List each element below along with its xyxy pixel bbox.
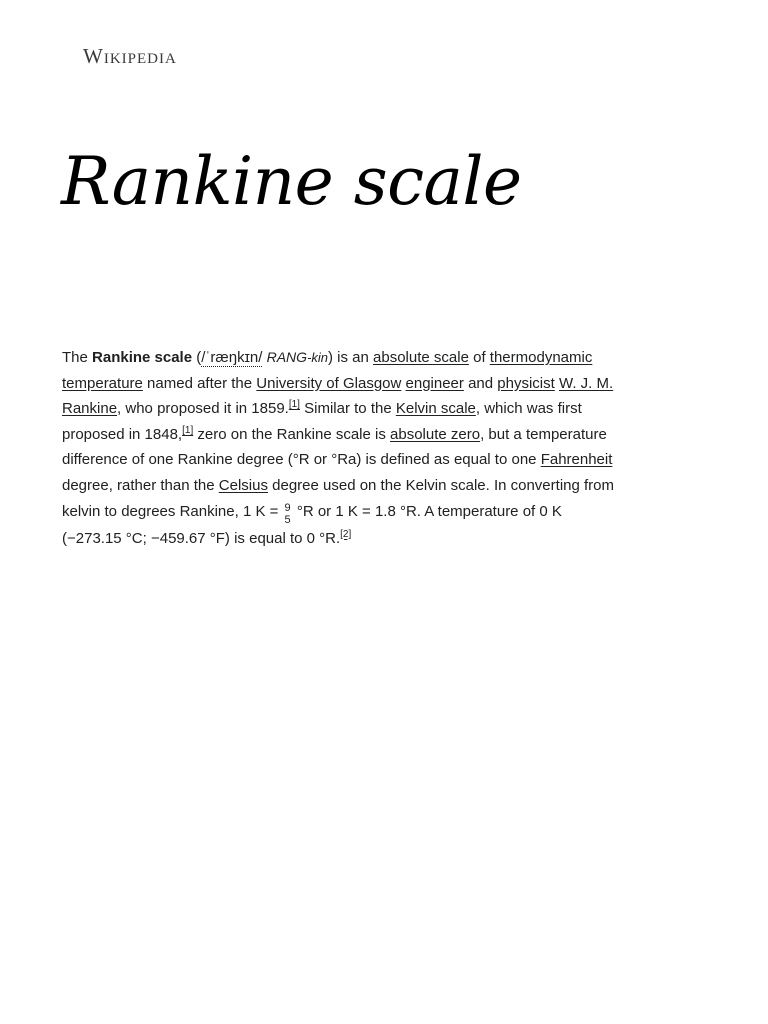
link-engineer[interactable]: engineer bbox=[405, 374, 464, 392]
link-celsius[interactable]: Celsius bbox=[218, 476, 268, 494]
intro-text: of bbox=[468, 349, 490, 366]
intro-text: The bbox=[62, 349, 93, 366]
intro-paragraph bbox=[62, 345, 622, 551]
fraction-denominator: 5 bbox=[284, 513, 291, 526]
reference-1-second-link[interactable]: [1] bbox=[182, 424, 194, 436]
intro-text: °R or 1 K = 1.8 °R. A temperature of 0 K (−273.15 °C; −459.67 °F) is equal to 0 °R. bbox=[62, 502, 562, 547]
intro-text: named after the bbox=[142, 374, 257, 392]
respelling[interactable] bbox=[267, 350, 328, 365]
reference-1-second[interactable] bbox=[182, 425, 193, 436]
link-kelvin-scale[interactable]: Kelvin scale bbox=[395, 400, 476, 418]
term-bold: Rankine scale bbox=[92, 349, 193, 366]
respelling-stress: RANG bbox=[266, 349, 308, 365]
respelling-rest: -kin bbox=[307, 350, 329, 365]
intro-text: Similar to the bbox=[299, 400, 396, 418]
intro-text: , which was first proposed in 1848, bbox=[62, 400, 582, 443]
link-physicist[interactable]: physicist bbox=[497, 374, 555, 392]
fraction-numerator: 9 bbox=[284, 501, 291, 514]
reference-2[interactable] bbox=[340, 529, 351, 540]
link-absolute-scale[interactable]: absolute scale bbox=[373, 349, 469, 366]
link-university-of-glasgow[interactable]: University of Glasgow bbox=[256, 374, 402, 392]
ipa-pronunciation-link[interactable]: /ˈræŋkɪn/ bbox=[201, 349, 263, 366]
intro-text: and bbox=[463, 374, 498, 392]
intro-text: , who proposed it in 1859. bbox=[117, 400, 289, 418]
intro-text: degree, rather than the bbox=[62, 476, 219, 494]
reference-1-link[interactable]: [1] bbox=[288, 399, 300, 411]
wikipedia-logo[interactable]: Wikipedia bbox=[83, 44, 177, 68]
link-absolute-zero[interactable]: absolute zero bbox=[390, 425, 481, 443]
fraction-nine-fifths bbox=[285, 502, 291, 526]
intro-text: , but a temperature difference of one Rankine degree (°R or °Ra) is defined as equal to one bbox=[62, 425, 607, 469]
intro-text: ) is an bbox=[328, 349, 374, 366]
link-fahrenheit[interactable]: Fahrenheit bbox=[540, 451, 613, 469]
intro-text: degree used on the Kelvin scale. In converting from kelvin to degrees Rankine, 1 K = bbox=[62, 476, 615, 520]
page-title: Rankine scale bbox=[61, 143, 522, 220]
reference-2-link[interactable]: [2] bbox=[340, 528, 352, 540]
intro-text: ( bbox=[192, 349, 202, 366]
link-wjm-rankine[interactable]: W. J. M. Rankine bbox=[62, 374, 614, 418]
reference-1[interactable] bbox=[289, 399, 300, 410]
link-thermodynamic-temperature[interactable]: thermodynamic temperature bbox=[62, 349, 593, 392]
intro-text: zero on the Rankine scale is bbox=[193, 425, 391, 443]
